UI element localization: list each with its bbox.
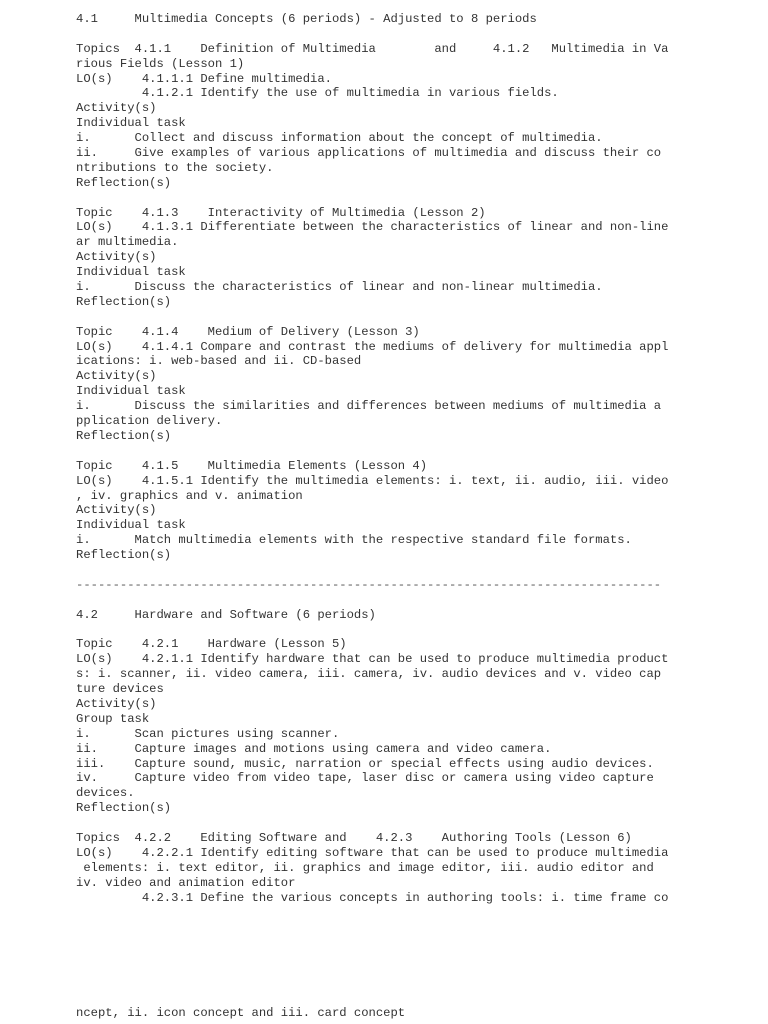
text-line: ture devices (76, 682, 164, 697)
text-line: pplication delivery. (76, 414, 223, 429)
text-line: ntributions to the society. (76, 160, 274, 175)
learning-outcome-line: LO(s) 4.1.3.1 Differentiate between the characteristics of linear and non-line (76, 220, 669, 235)
activity-item: i. Match multimedia elements with the respective standard file formats. (76, 533, 632, 548)
text-line: ications: i. web-based and ii. CD-based (76, 354, 362, 369)
activity-heading: Activity(s) (76, 369, 157, 384)
topic-line: Topics 4.2.2 Editing Software and 4.2.3 Authoring Tools (Lesson 6) (76, 830, 632, 845)
reflection-heading: Reflection(s) (76, 175, 172, 190)
blank-line (76, 593, 756, 608)
activity-heading: Activity(s) (76, 503, 157, 518)
reflection-heading: Reflection(s) (76, 548, 172, 563)
text-line: 4.2.3.1 Define the various concepts in authoring tools: i. time frame co (76, 890, 669, 905)
activity-heading: Activity(s) (76, 101, 157, 116)
reflection-heading: Reflection(s) (76, 801, 172, 816)
blank-line (76, 191, 756, 206)
blank-line (76, 623, 756, 638)
activity-item: iv. video and animation editor (76, 875, 296, 890)
activity-item: i. Discuss the characteristics of linear and non-linear multimedia. (76, 280, 603, 295)
blank-line (76, 27, 756, 42)
task-type-line: Group task (76, 711, 150, 726)
topic-line: Topic 4.1.4 Medium of Delivery (Lesson 3) (76, 324, 420, 339)
task-type-line: Individual task (76, 265, 186, 280)
section-divider: -------------------------------------------------------------------------------- (76, 577, 662, 592)
document-body (76, 12, 756, 905)
section-heading: 4.1 Multimedia Concepts (6 periods) - Adjusted to 8 periods (76, 12, 537, 26)
activity-item: i. Discuss the similarities and differences between mediums of multimedia a (76, 399, 662, 414)
topic-line: Topics 4.1.1 Definition of Multimedia and 4.1.2 Multimedia in Va (76, 41, 669, 56)
learning-outcome-line: LO(s) 4.2.1.1 Identify hardware that can be used to produce multimedia product (76, 652, 669, 667)
blank-line (76, 444, 756, 459)
blank-line (76, 310, 756, 325)
task-type-line: Individual task (76, 384, 186, 399)
activity-item: iii. Capture sound, music, narration or special effects using audio devices. (76, 756, 654, 771)
text-line: s: i. scanner, ii. video camera, iii. camera, iv. audio devices and v. video cap (76, 667, 662, 682)
learning-outcome-line: LO(s) 4.1.1.1 Define multimedia. (76, 71, 332, 86)
activity-item: iv. Capture video from video tape, laser disc or camera using video capture (76, 771, 654, 786)
reflection-heading: Reflection(s) (76, 428, 172, 443)
section-heading: 4.2 Hardware and Software (6 periods) (76, 607, 376, 622)
blank-line (76, 563, 756, 578)
text-line: rious Fields (Lesson 1) (76, 56, 245, 71)
topic-line: Topic 4.1.5 Multimedia Elements (Lesson 4) (76, 458, 428, 473)
task-type-line: Individual task (76, 116, 186, 131)
text-line: , iv. graphics and v. animation (76, 488, 303, 503)
text-line: elements: i. text editor, ii. graphics and image editor, iii. audio editor and (76, 860, 654, 875)
activity-item: i. Scan pictures using scanner. (76, 726, 340, 741)
topic-line: Topic 4.1.3 Interactivity of Multimedia (Lesson 2) (76, 205, 486, 220)
document-tail-line: ncept, ii. icon concept and iii. card concept (76, 1006, 406, 1020)
task-type-line: Individual task (76, 518, 186, 533)
activity-heading: Activity(s) (76, 696, 157, 711)
activity-item: ii. Capture images and motions using camera and video camera. (76, 741, 552, 756)
activity-item: ii. Give examples of various applications of multimedia and discuss their co (76, 146, 662, 161)
text-line: ar multimedia. (76, 235, 179, 250)
reflection-heading: Reflection(s) (76, 294, 172, 309)
text-line: devices. (76, 786, 135, 801)
activity-item: i. Collect and discuss information about the concept of multimedia. (76, 131, 603, 146)
topic-line: Topic 4.2.1 Hardware (Lesson 5) (76, 637, 347, 652)
learning-outcome-line: LO(s) 4.1.4.1 Compare and contrast the mediums of delivery for multimedia appl (76, 339, 669, 354)
activity-heading: Activity(s) (76, 250, 157, 265)
learning-outcome-line: LO(s) 4.2.2.1 Identify editing software that can be used to produce multimedia (76, 845, 669, 860)
learning-outcome-line: LO(s) 4.1.5.1 Identify the multimedia elements: i. text, ii. audio, iii. video (76, 473, 669, 488)
blank-line (76, 816, 756, 831)
text-line: 4.1.2.1 Identify the use of multimedia in various fields. (76, 86, 559, 101)
